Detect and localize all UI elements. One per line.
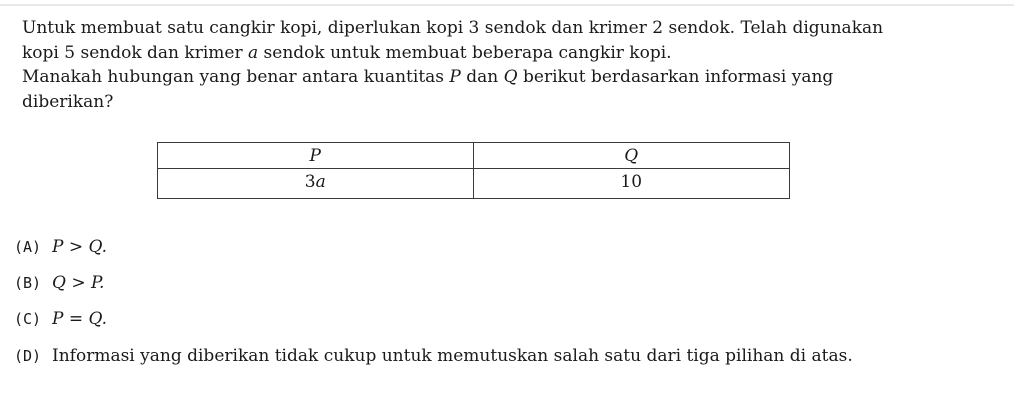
option-c-text: P = Q. — [52, 309, 107, 329]
variable-p: P — [449, 67, 461, 87]
option-b-text: Q > P. — [52, 273, 105, 293]
header-q: Q — [473, 143, 790, 169]
question-line-2 — [22, 41, 997, 66]
variable-a: a — [247, 42, 259, 63]
cell-p-coef: 3 — [304, 172, 316, 192]
question-line-4: diberikan? — [22, 91, 114, 112]
option-a[interactable] — [14, 235, 107, 259]
option-a-text: P > Q. — [52, 237, 107, 257]
quantity-table — [157, 142, 790, 199]
option-d-text: Informasi yang diberikan tidak cukup untuk memutuskan salah satu dari tiga pilihan di atas. — [52, 346, 853, 366]
option-d-letter: (D) — [14, 347, 42, 365]
option-c-letter: (C) — [14, 310, 42, 328]
top-divider — [0, 4, 1014, 6]
option-a-letter: (A) — [14, 238, 42, 256]
cell-p-var: a — [315, 172, 326, 192]
option-b[interactable] — [14, 271, 104, 295]
table-row — [158, 169, 790, 199]
question-line-3 — [22, 65, 997, 90]
table-header-row — [158, 143, 790, 169]
question-line-3-pre: Manakah hubungan yang benar antara kuantitas — [22, 67, 450, 87]
option-d[interactable] — [14, 344, 853, 368]
option-b-letter: (B) — [14, 274, 42, 292]
question-line-3-post: berikut berdasarkan informasi yang — [517, 67, 834, 87]
question-line-2-pre: kopi 5 sendok dan krimer — [22, 42, 248, 63]
cell-p — [158, 169, 474, 199]
option-c[interactable] — [14, 307, 107, 331]
question-line-3-mid: dan — [460, 67, 504, 87]
question-line-1: Untuk membuat satu cangkir kopi, diperlukan kopi 3 sendok dan krimer 2 sendok. Telah digunakan — [22, 18, 884, 38]
question-text — [22, 16, 997, 114]
question-line-2-post: sendok untuk membuat beberapa cangkir kopi. — [258, 42, 672, 63]
cell-q: 10 — [473, 169, 790, 199]
header-p: P — [158, 143, 474, 169]
variable-q: Q — [503, 67, 518, 87]
